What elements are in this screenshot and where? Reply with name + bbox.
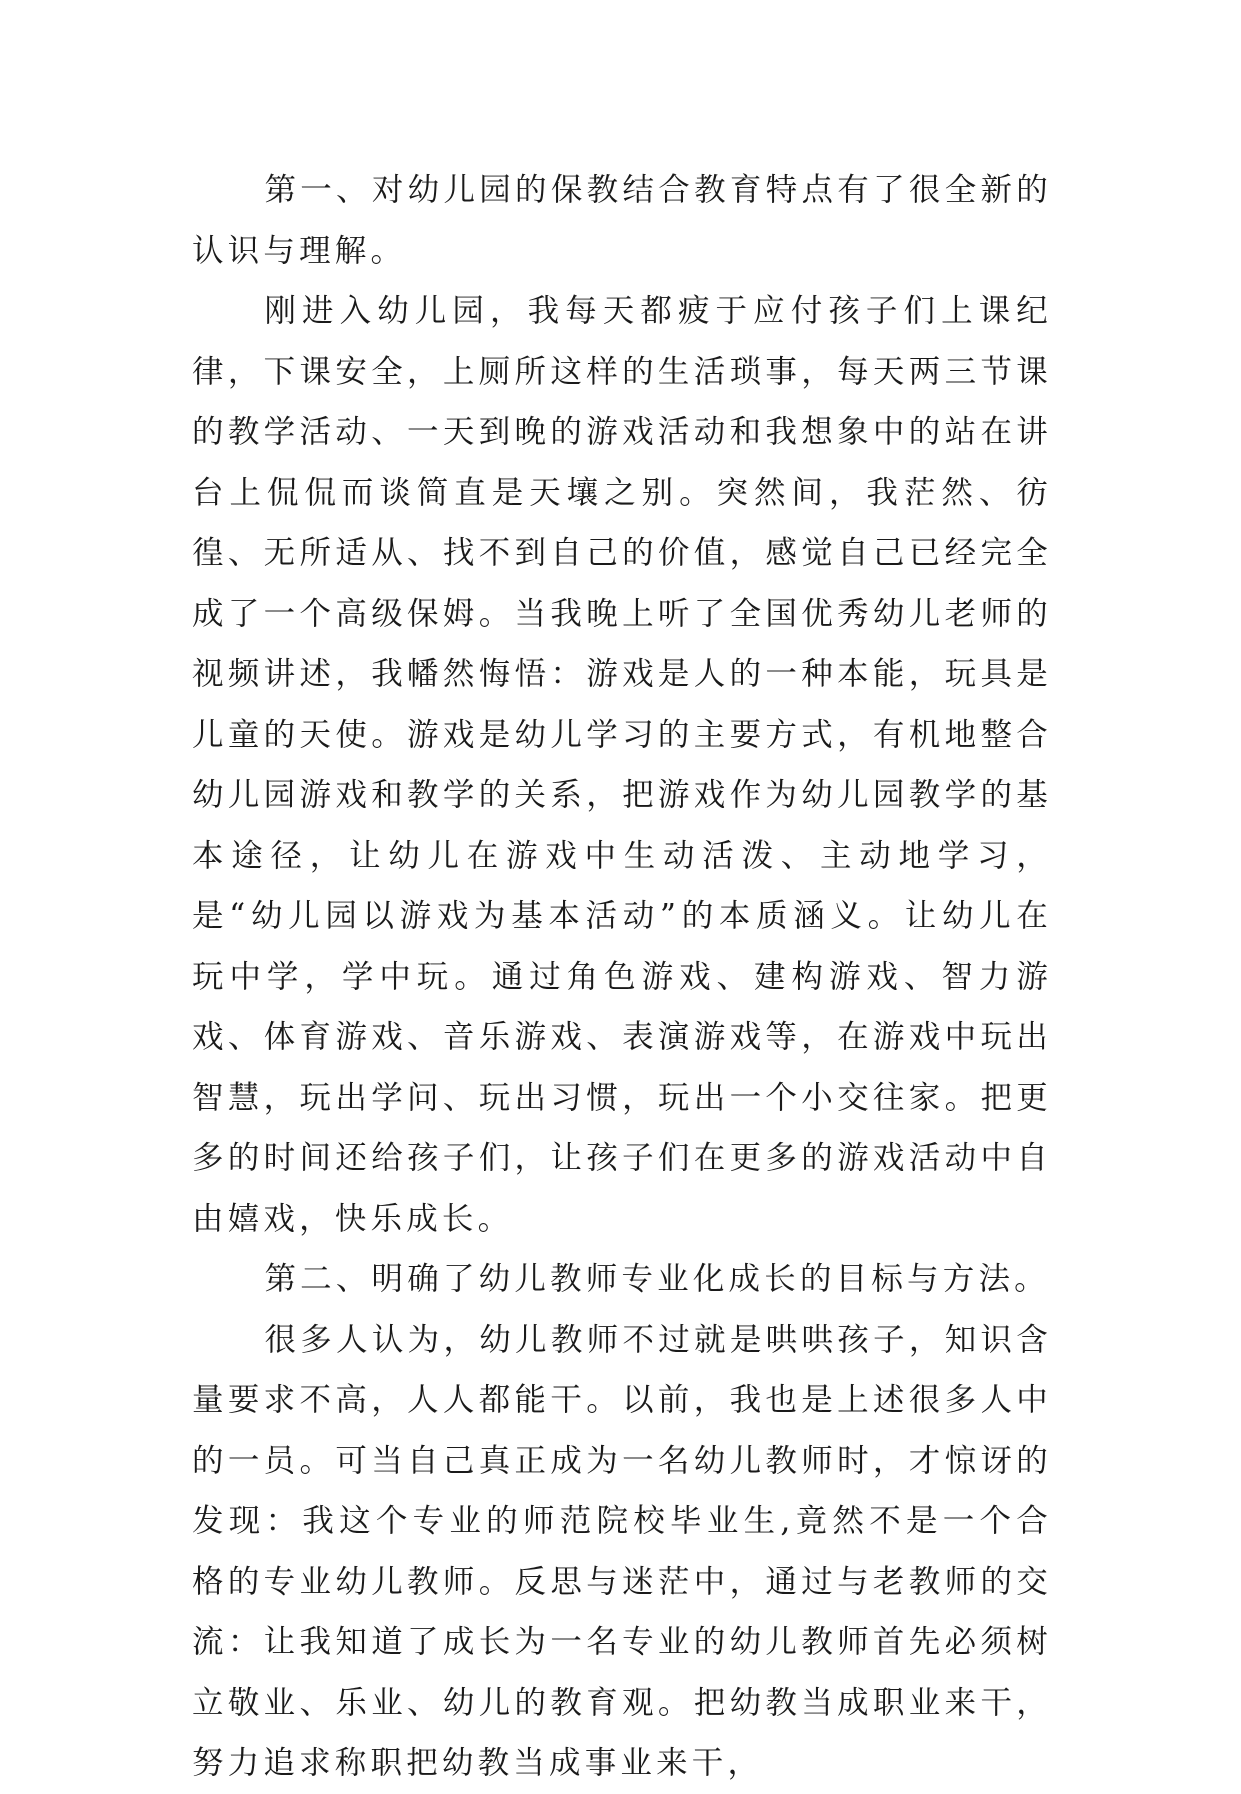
paragraph-heading-1: 第一、对幼儿园的保教结合教育特点有了很全新的认识与理解。 [192,172,1052,269]
paragraph-heading-2: 第二、明确了幼儿教师专业化成长的目标与方法。 [264,1261,1050,1297]
paragraph-body-2: 很多人认为，幼儿教师不过就是哄哄孩子，知识含量要求不高，人人都能干。以前，我也是上述很多人中的一员。可当自己真正成为一名幼儿教师时，才惊讶的发现：我这个专业的师范院校毕业生,竟然不是一个合格的专业幼儿教师。反思与迷茫中，通过与老教师的交流：让我知道了成长为一名专业的幼儿教师首先必须树立敬业、乐业、幼儿的教育观。把幼教当成职业来干，努力追求称职把幼教当成事业来干， [192,1321,1052,1781]
paragraph-body-1: 刚进入幼儿园，我每天都疲于应付孩子们上课纪律，下课安全，上厕所这样的生活琐事，每天两三节课的教学活动、一天到晚的游戏活动和我想象中的站在讲台上侃侃而谈简直是天壤之别。突然间，我茫然、彷徨、无所适从、找不到自己的价值，感觉自己已经完全成了一个高级保姆。当我晚上听了全国优秀幼儿老师的视频讲述，我幡然悔悟：游戏是人的一种本能，玩具是儿童的天使。游戏是幼儿学习的主要方式，有机地整合幼儿园游戏和教学的关系，把游戏作为幼儿园教学的基本途径，让幼儿在游戏中生动活泼、主动地学习，是“幼儿园以游戏为基本活动”的本质涵义。让幼儿在玩中学，学中玩。通过角色游戏、建构游戏、智力游戏、体育游戏、音乐游戏、表演游戏等，在游戏中玩出智慧，玩出学问、玩出习惯，玩出一个小交往家。把更多的时间还给孩子们，让孩子们在更多的游戏活动中自由嬉戏，快乐成长。 [192,293,1052,1237]
document-body [192,160,1052,1794]
